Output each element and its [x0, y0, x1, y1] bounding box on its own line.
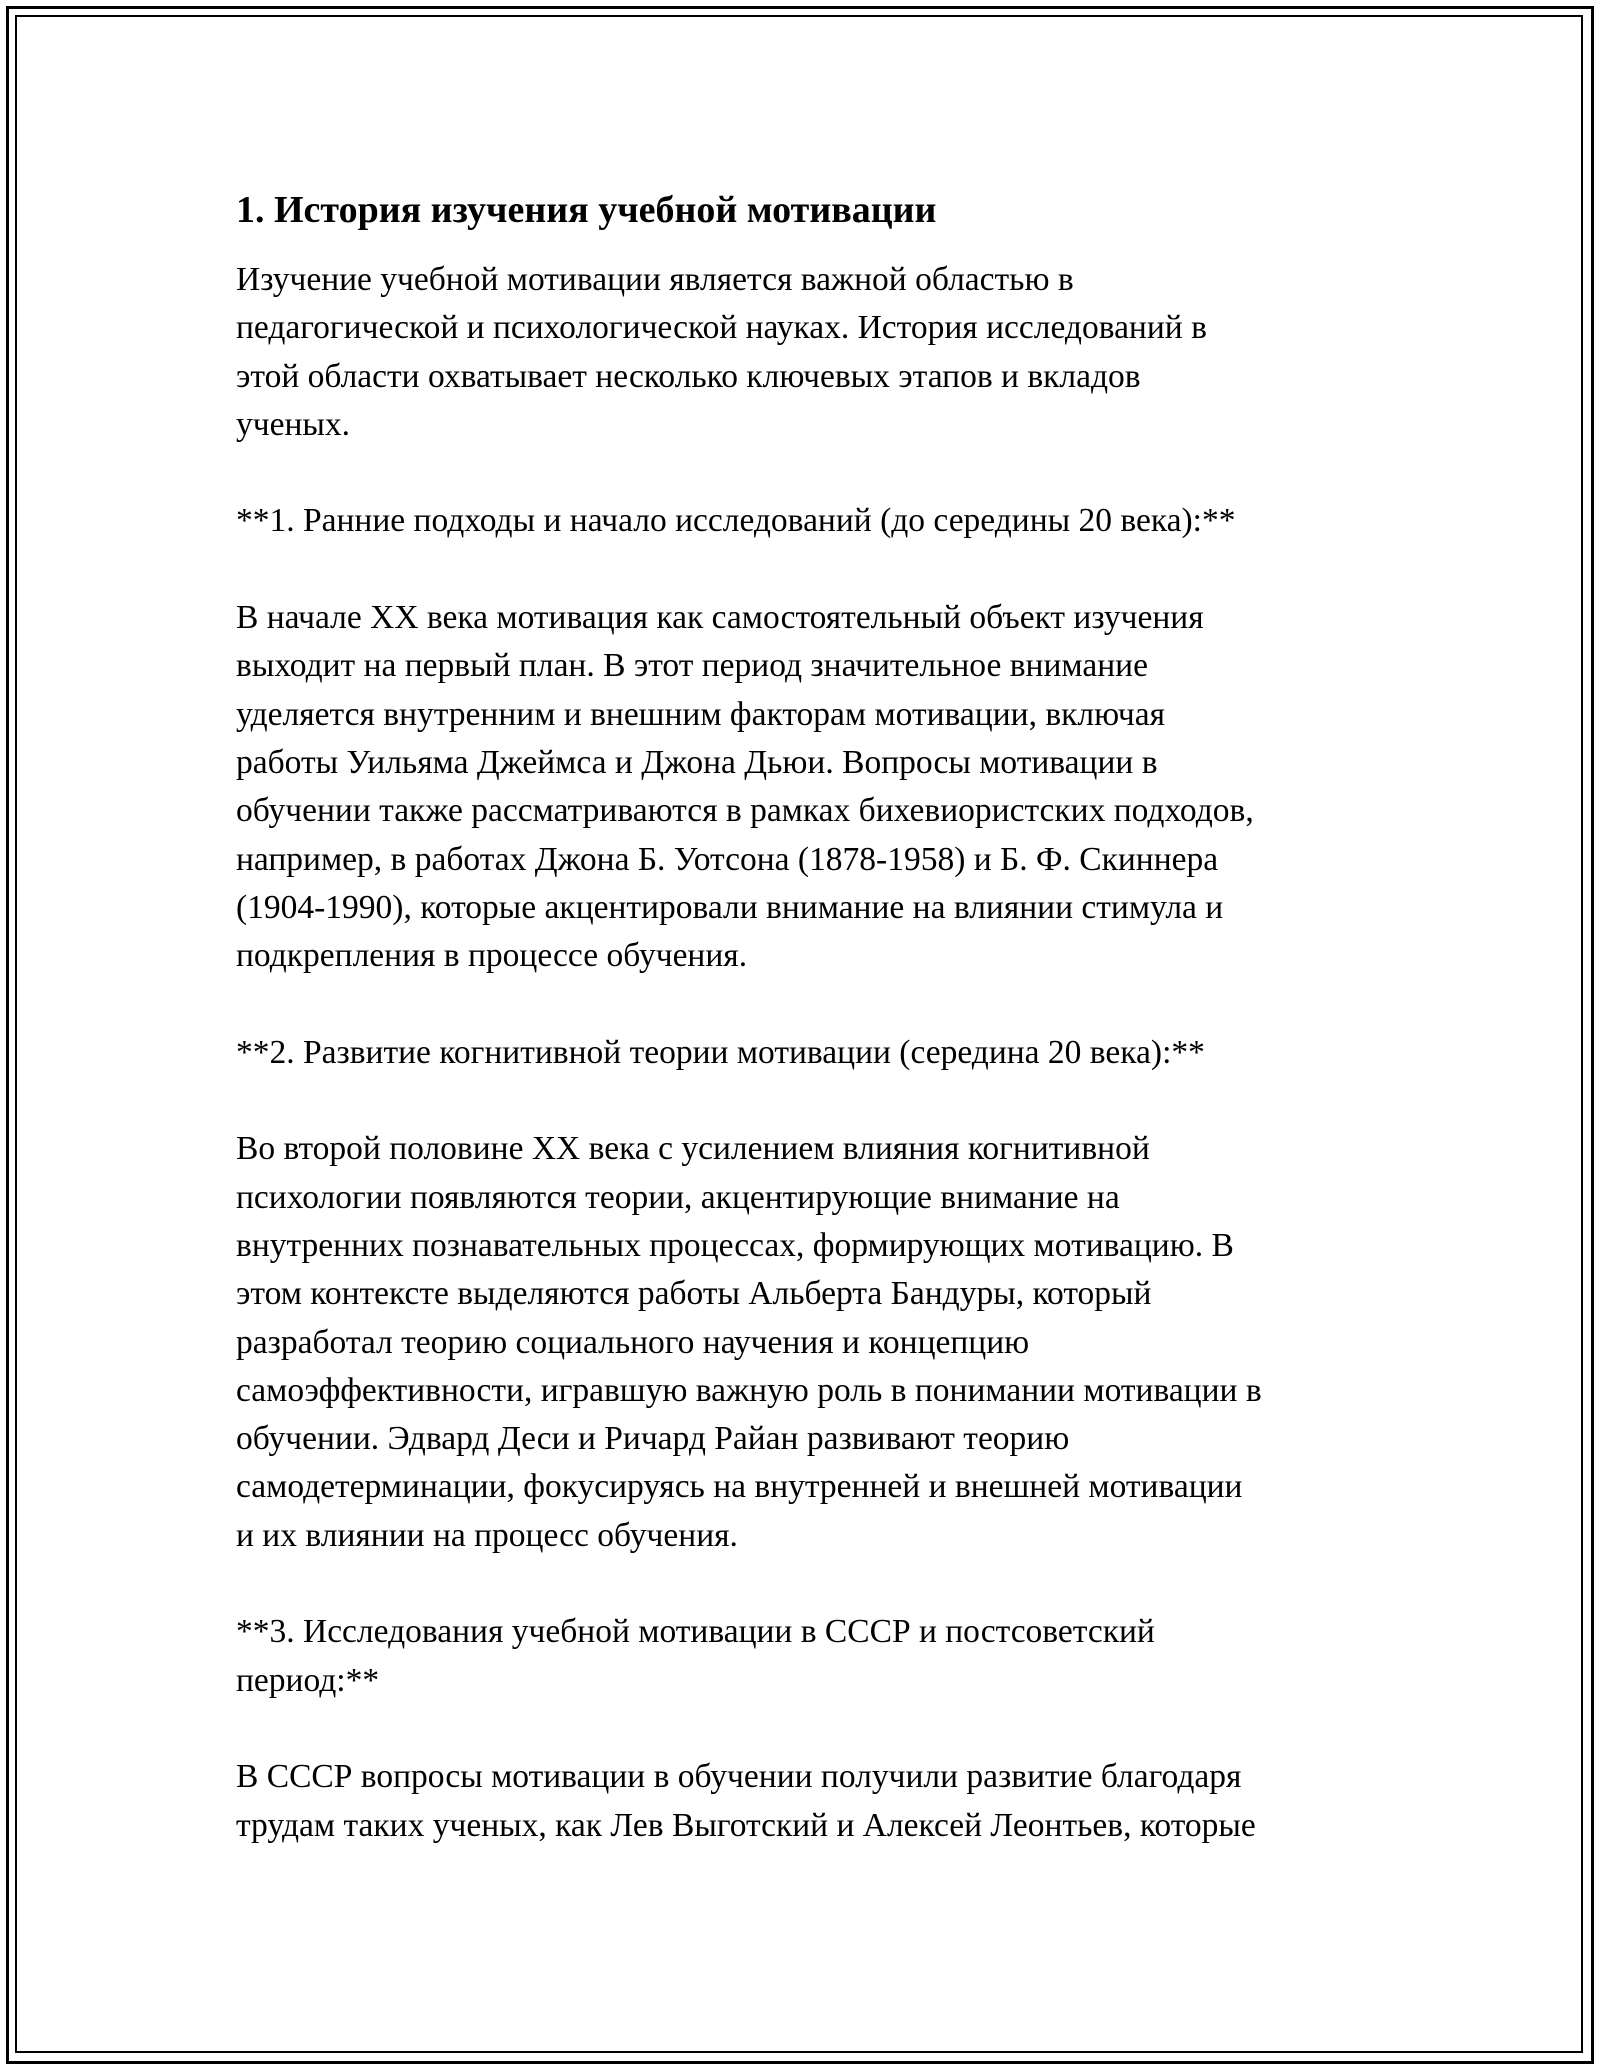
text-line: **2. Развитие когнитивной теории мотивации (середина 20 века):** [236, 1033, 1205, 1071]
paragraph [236, 1125, 1366, 1560]
text-line: В начале XX века мотивация как самостоятельный объект изучения [236, 599, 1204, 637]
paragraph [236, 256, 1366, 449]
paragraph [236, 497, 1366, 545]
text-line: Во второй половине XX века с усилением влияния когнитивной [236, 1130, 1150, 1168]
text-line: самоэффективности, игравшую важную роль в понимании мотивации в [236, 1371, 1262, 1409]
document-body [236, 186, 1366, 1898]
text-line: самодетерминации, фокусируясь на внутренней и внешней мотивации [236, 1468, 1243, 1506]
text-line: трудам таких ученых, как Лев Выготский и Алексей Леонтьев, которые [236, 1806, 1256, 1844]
text-line: Изучение учебной мотивации является важной областью в [236, 261, 1074, 298]
text-line: В СССР вопросы мотивации в обучении получили развитие благодаря [236, 1758, 1242, 1796]
text-line: педагогической и психологической науках. История исследований в [236, 309, 1207, 347]
text-line: и их влиянии на процесс обучения. [236, 1516, 738, 1554]
text-line: период:** [236, 1661, 380, 1699]
text-line: **1. Ранние подходы и начало исследований (до середины 20 века):** [236, 502, 1236, 540]
text-line: ученых. [236, 405, 351, 443]
text-line: (1904-1990), которые акцентировали внимание на влиянии стимула и [236, 888, 1224, 926]
paragraph [236, 1753, 1366, 1850]
text-line: обучении. Эдвард Деси и Ричард Райан развивают теорию [236, 1420, 1070, 1458]
text-line: работы Уильяма Джеймса и Джона Дьюи. Вопросы мотивации в [236, 743, 1158, 781]
text-line: например, в работах Джона Б. Уотсона (1878-1958) и Б. Ф. Скиннера [236, 840, 1219, 878]
text-line: выходит на первый план. В этот период значительное внимание [236, 647, 1148, 685]
text-line: этом контексте выделяются работы Альберта Бандуры, который [236, 1275, 1152, 1313]
paragraph [236, 1608, 1366, 1705]
paragraph [236, 1029, 1366, 1077]
text-line: внутренних познавательных процессах, формирующих мотивацию. В [236, 1226, 1234, 1264]
text-line: подкрепления в процессе обучения. [236, 937, 748, 975]
text-line: обучении также рассматриваются в рамках бихевиористских подходов, [236, 792, 1254, 830]
text-line: **3. Исследования учебной мотивации в СССР и постсоветский [236, 1613, 1155, 1651]
text-line: уделяется внутренним и внешним факторам мотивации, включая [236, 695, 1166, 733]
paragraphs [236, 256, 1366, 1850]
section-heading: 1. История изучения учебной мотивации [236, 189, 937, 231]
text-line: разработал теорию социального научения и концепцию [236, 1323, 1030, 1361]
text-line: этой области охватывает несколько ключевых этапов и вкладов [236, 357, 1141, 395]
paragraph [236, 594, 1366, 980]
text-line: психологии появляются теории, акцентирующие внимание на [236, 1178, 1120, 1216]
